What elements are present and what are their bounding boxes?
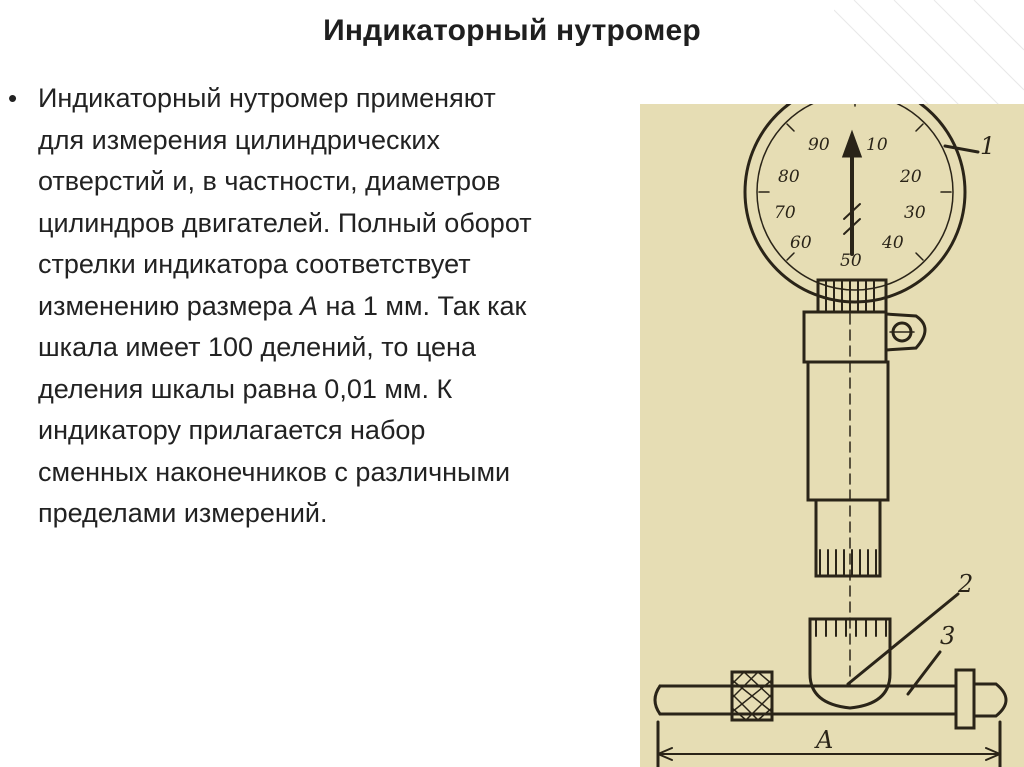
callout-3-label: 3 [940,622,956,650]
description-italic-a: A [299,290,318,321]
dial-label-40: 40 [882,233,904,253]
tip-holder [810,619,890,708]
dial-label-50: 50 [840,251,862,271]
right-stop [956,670,974,728]
lower-knurl [820,550,876,576]
bullet-paragraph [6,78,546,535]
dial-label-20: 20 [900,167,922,187]
knurled-collar [818,280,886,312]
needle-arrowhead [844,134,860,156]
dial-label-70: 70 [774,203,796,223]
description-part-2: на 1 мм. Так как шкала имеет 100 делений, то цена деления шкалы равна 0,01 мм. К индикатору прилагается набор сменных наконечников с различными пределами измерений. [38,290,527,528]
slide-title: Индикаторный нутромер [323,14,701,47]
callout-2-label: 2 [958,570,974,598]
dial-label-80: 80 [778,167,800,187]
right-button [974,684,1006,716]
description-text [38,78,538,535]
dial-label-10: 10 [866,135,888,155]
dial-label-60: 60 [790,233,812,253]
indicator-bore-gauge-figure [640,104,1024,767]
clamp-body [804,312,886,362]
callout-1-leader [945,146,978,152]
dimension-label-a: A [816,726,834,754]
lower-tube [816,500,880,576]
bullet-marker: • [8,83,18,113]
description-part-1: Индикаторный нутромер применяют для измерения цилиндрических отверстий и, в частности, диаметров цилиндров двигателей. Полный оборот стрелки индикатора соответствует изменению размера [38,83,532,321]
dial-label-90: 90 [808,135,830,155]
gauge-drawing [640,104,1024,767]
callout-3-leader [908,652,940,694]
tip-knurl [816,620,886,636]
gauge-stem [808,362,888,500]
callout-1-label: 1 [980,132,996,160]
dial-label-30: 30 [904,203,926,223]
